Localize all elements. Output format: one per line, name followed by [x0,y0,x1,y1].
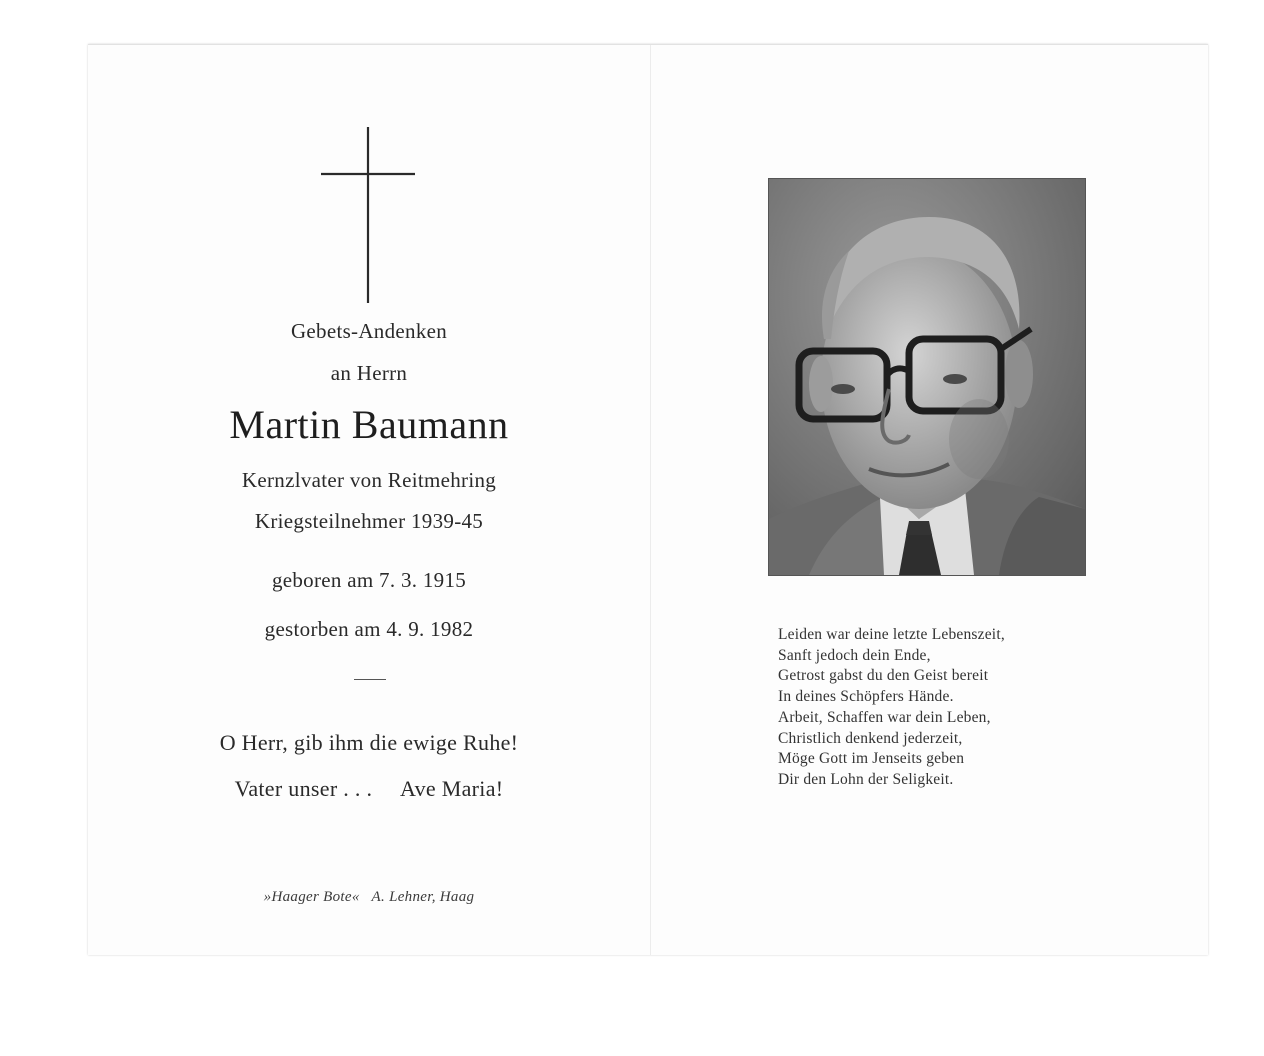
birth-date: geboren am 7. 3. 1915 [271,568,467,592]
portrait-image [769,179,1085,575]
poem-line: Arbeit, Schaffen war dein Leben, [778,708,991,726]
poem-line: Dir den Lohn der Seligkeit. [778,770,954,788]
poem-line: In deines Schöpfers Hände. [778,688,954,706]
title-line: Kernzlvater von Reitmehring [241,468,497,492]
poem-line: Getrost gabst du den Geist bereit [778,667,989,685]
salutation: an Herrn [330,361,408,385]
cross-icon [318,125,418,305]
left-panel [88,45,650,955]
printer-imprint: »Haager Bote« A. Lehner, Haag [263,889,475,905]
memorial-card [88,44,1208,955]
prayer-line-1: O Herr, gib ihm die ewige Ruhe! [219,730,519,755]
prayer-line-2: Vater unser . . . Ave Maria! [234,776,504,801]
poem-line: Möge Gott im Jenseits geben [778,750,965,768]
deceased-name: Martin Baumann [229,402,509,447]
portrait-photo [768,178,1086,576]
right-panel [651,45,1208,955]
poem [778,625,1138,791]
heading: Gebets-Andenken [290,319,448,343]
poem-line: Leiden war deine letzte Lebenszeit, [778,626,1005,643]
veteran-line: Kriegsteilnehmer 1939-45 [254,509,484,533]
death-date: gestorben am 4. 9. 1982 [264,617,474,641]
divider [354,679,386,680]
poem-line: Christlich denkend jederzeit, [778,729,963,747]
poem-line: Sanft jedoch dein Ende, [778,646,931,664]
